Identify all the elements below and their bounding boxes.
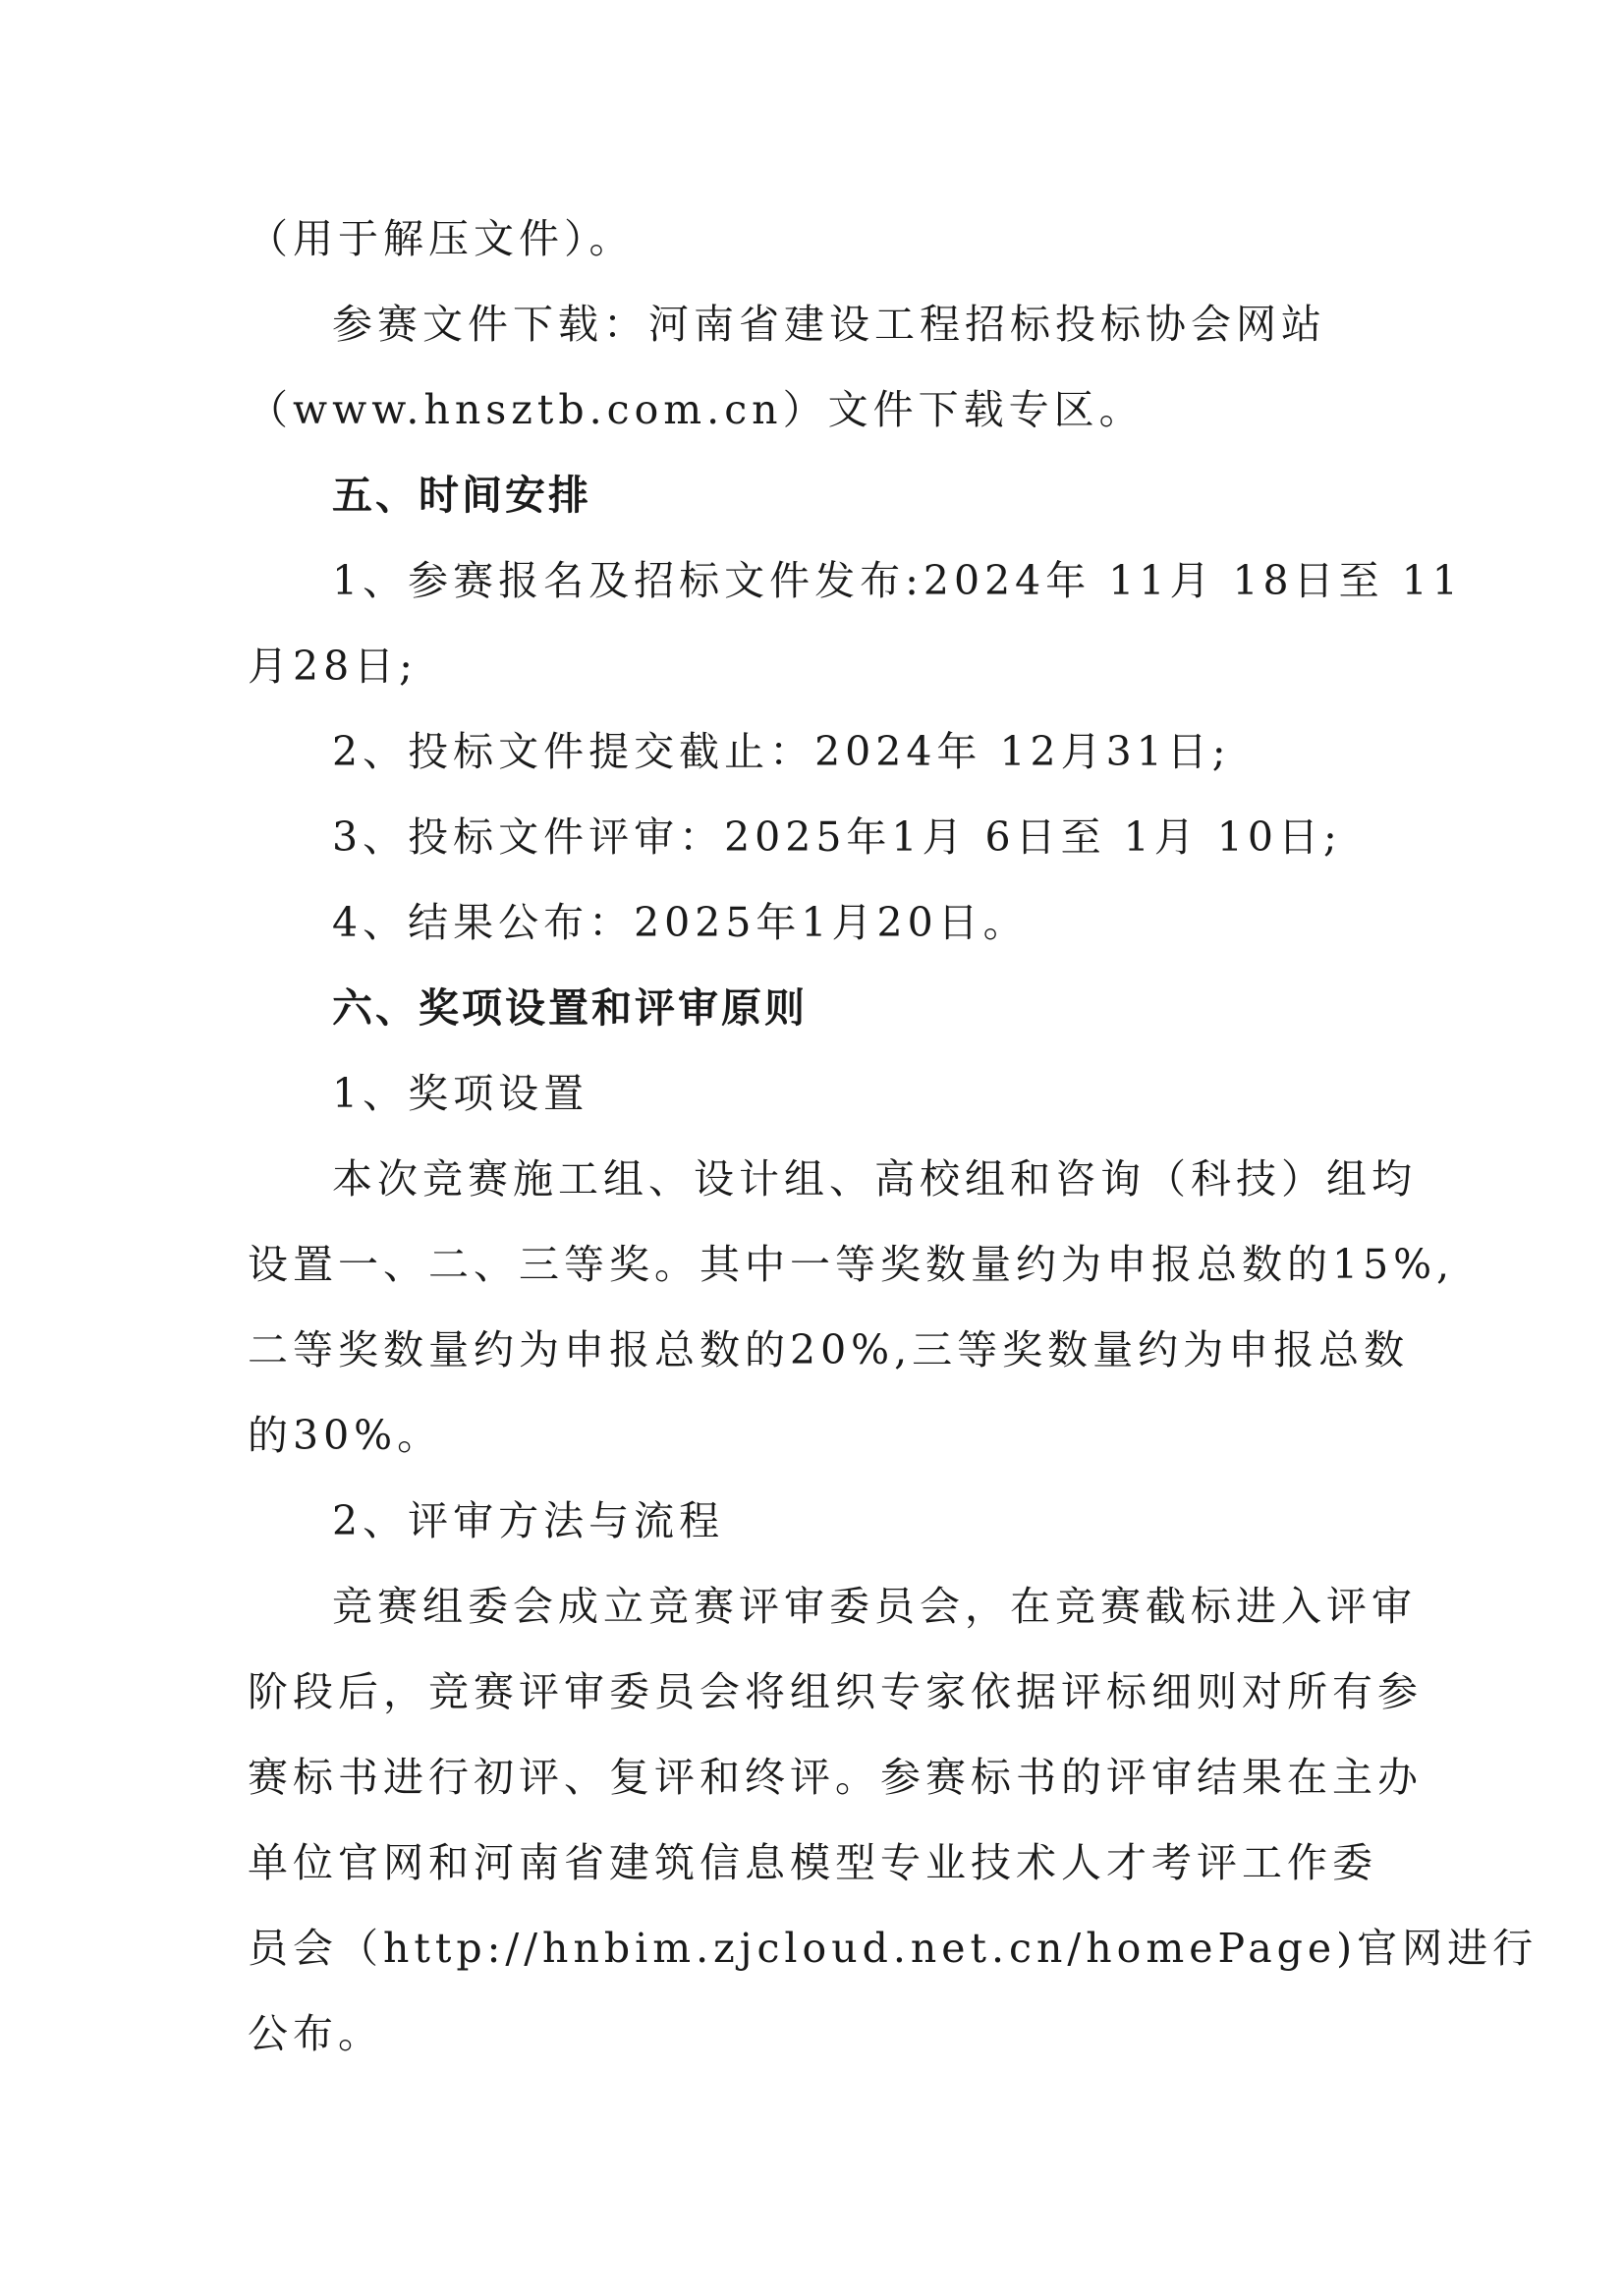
text-line: 员会（http://hnbim.zjcloud.net.cn/homePage)官网进行 [248, 1925, 1539, 1972]
document-body [248, 196, 1539, 2077]
section-heading: 五、时间安排 [332, 472, 591, 519]
text-line: 阶段后，竞赛评审委员会将组织专家依据评标细则对所有参 [248, 1668, 1423, 1715]
text-line: 设置一、二、三等奖。其中一等奖数量约为申报总数的15%, [248, 1241, 1455, 1288]
text-line: 竞赛组委会成立竞赛评审委员会，在竞赛截标进入评审 [332, 1583, 1417, 1630]
text-line: （用于解压文件）。 [248, 215, 635, 262]
text-line: 赛标书进行初评、复评和终评。参赛标书的评审结果在主办 [248, 1754, 1423, 1801]
subsection-heading: 2、评审方法与流程 [332, 1497, 725, 1544]
text-line: 的30%。 [248, 1412, 443, 1459]
text-line: 2、投标文件提交截止：2024年 12月31日; [332, 728, 1231, 775]
text-line: 二等奖数量约为申报总数的20%,三等奖数量约为申报总数 [248, 1326, 1410, 1373]
text-line: （www.hnsztb.com.cn）文件下载专区。 [248, 386, 1145, 433]
text-line: 本次竞赛施工组、设计组、高校组和咨询（科技）组均 [332, 1155, 1417, 1203]
text-line: 1、参赛报名及招标文件发布:2024年 11月 18日至 11 [332, 557, 1463, 604]
text-line: 4、结果公布：2025年1月20日。 [332, 899, 1029, 946]
text-line: 参赛文件下载：河南省建设工程招标投标协会网站 [332, 301, 1326, 348]
text-line: 3、投标文件评审：2025年1月 6日至 1月 10日; [332, 813, 1342, 861]
section-heading: 六、奖项设置和评审原则 [332, 984, 808, 1032]
text-line: 单位官网和河南省建筑信息模型专业技术人才考评工作委 [248, 1839, 1377, 1886]
text-line: 月28日; [248, 643, 418, 690]
subsection-heading: 1、奖项设置 [332, 1070, 589, 1117]
text-line: 公布。 [248, 2010, 383, 2057]
